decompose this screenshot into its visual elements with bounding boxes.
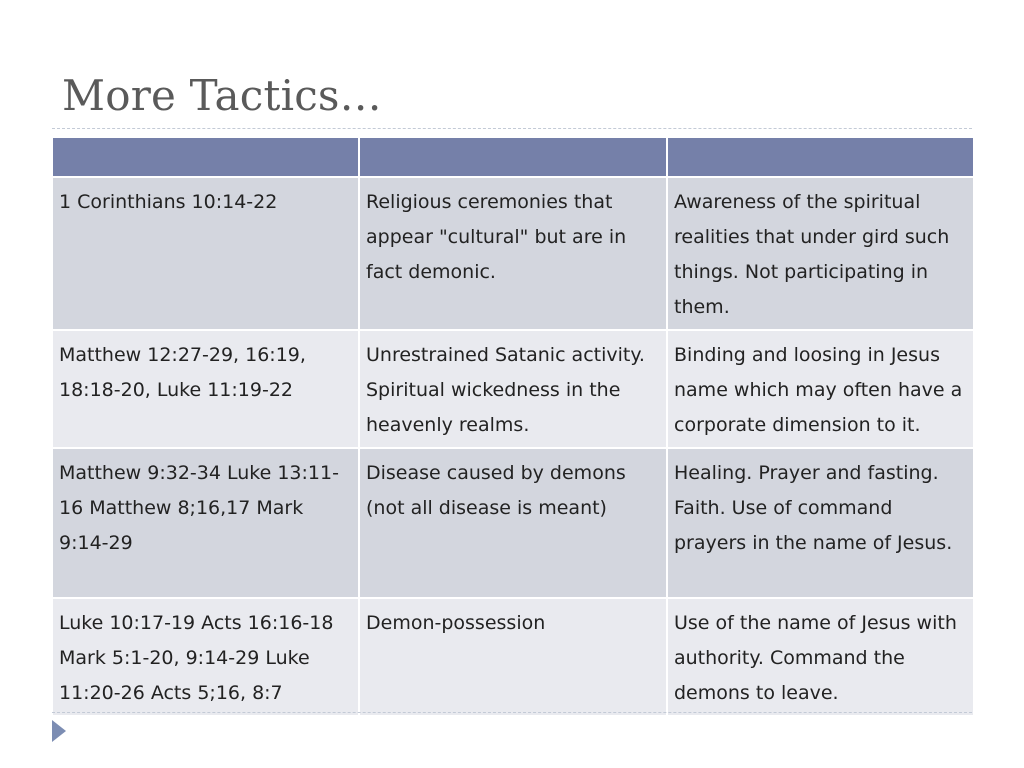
title-divider bbox=[52, 128, 972, 129]
table-header-cell bbox=[360, 138, 666, 176]
response-cell: Awareness of the spiritual realities that under gird such things. Not participating in them. bbox=[668, 178, 973, 329]
table-header-cell bbox=[668, 138, 973, 176]
tactics-table bbox=[51, 136, 975, 717]
table-row bbox=[53, 599, 973, 715]
table-row bbox=[53, 331, 973, 447]
tactic-description-cell: Disease caused by demons (not all disease is meant) bbox=[360, 449, 666, 597]
response-cell: Binding and loosing in Jesus name which may often have a corporate dimension to it. bbox=[668, 331, 973, 447]
table-row bbox=[53, 178, 973, 329]
scripture-reference-cell: 1 Corinthians 10:14-22 bbox=[53, 178, 358, 329]
scripture-reference-cell: Matthew 9:32-34 Luke 13:11-16 Matthew 8;16,17 Mark 9:14-29 bbox=[53, 449, 358, 597]
table-row bbox=[53, 449, 973, 597]
tactic-description-cell: Demon-possession bbox=[360, 599, 666, 715]
response-cell: Healing. Prayer and fasting. Faith. Use of command prayers in the name of Jesus. bbox=[668, 449, 973, 597]
tactic-description-cell: Unrestrained Satanic activity. Spiritual wickedness in the heavenly realms. bbox=[360, 331, 666, 447]
tactic-description-cell: Religious ceremonies that appear "cultural" but are in fact demonic. bbox=[360, 178, 666, 329]
response-cell: Use of the name of Jesus with authority. Command the demons to leave. bbox=[668, 599, 973, 715]
triangle-right-icon bbox=[52, 720, 66, 742]
slide-title: More Tactics… bbox=[62, 71, 382, 120]
table-header-cell bbox=[53, 138, 358, 176]
table-header-row bbox=[53, 138, 973, 176]
scripture-reference-cell: Luke 10:17-19 Acts 16:16-18 Mark 5:1-20, 9:14-29 Luke 11:20-26 Acts 5;16, 8:7 bbox=[53, 599, 358, 715]
scripture-reference-cell: Matthew 12:27-29, 16:19, 18:18-20, Luke 11:19-22 bbox=[53, 331, 358, 447]
footer-divider bbox=[52, 712, 972, 713]
